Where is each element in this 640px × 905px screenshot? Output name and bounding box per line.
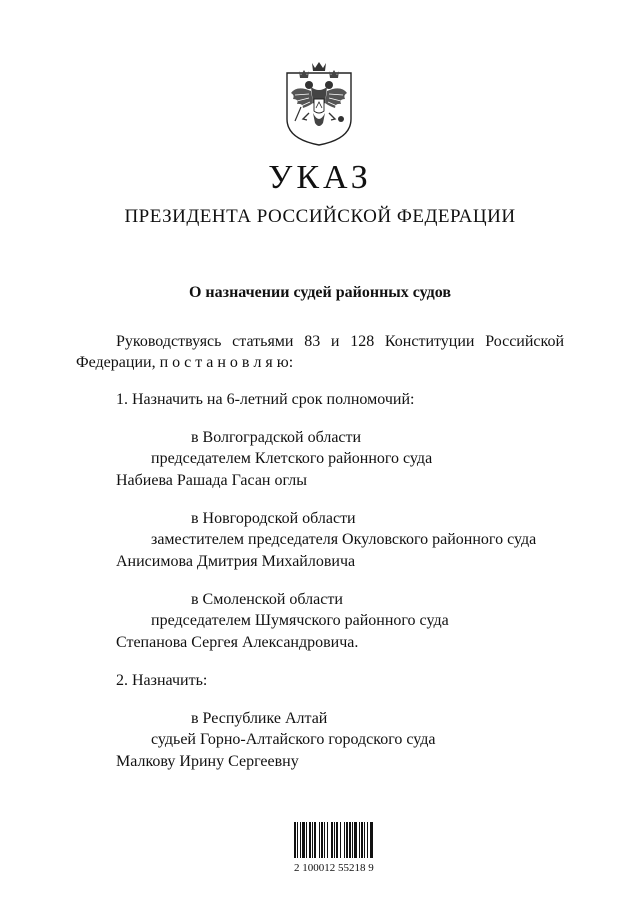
preamble-word: Руководствуясь [116, 333, 222, 350]
preamble-word: 128 [350, 333, 375, 350]
barcode-bars [292, 818, 390, 860]
barcode-number: 2 100012 55218 9 [294, 862, 374, 874]
preamble-word: Конституции [384, 333, 475, 350]
preamble-word: Российской [485, 333, 565, 350]
appointment-position: заместителем председателя Окуловского районного суда [151, 531, 537, 548]
section-2-heading: 2. Назначить: [116, 672, 208, 689]
appointment-position: председателем Шумячского районного суда [151, 612, 449, 629]
preamble-word: 83 [304, 333, 321, 350]
appointment-position: председателем Клетского районного суда [151, 450, 433, 467]
preamble-word: и [330, 333, 340, 350]
appointee-name: Анисимова Дмитрия Михайловича [116, 553, 356, 570]
decree-subtitle: ПРЕЗИДЕНТА РОССИЙСКОЙ ФЕДЕРАЦИИ [124, 206, 516, 227]
document-barcode [292, 818, 390, 866]
preamble-line-1 [116, 331, 564, 353]
russian-coat-of-arms-icon [281, 59, 357, 147]
decree-subject: О назначении судей районных судов [188, 284, 451, 301]
appointment-position: судьей Горно-Алтайского городского суда [151, 731, 436, 748]
appointment-region: в Республике Алтай [191, 710, 328, 727]
appointment-region: в Волгоградской области [191, 429, 362, 446]
appointee-name: Набиева Рашада Гасан оглы [116, 472, 307, 489]
section-1-heading: 1. Назначить на 6-летний срок полномочий: [116, 391, 415, 408]
appointment-region: в Новгородской области [191, 510, 356, 527]
appointment-region: в Смоленской области [191, 591, 343, 608]
preamble-line-2: Федерации, п о с т а н о в л я ю: [76, 354, 294, 371]
decree-title: УКАЗ [268, 159, 372, 196]
preamble-word: статьями [232, 333, 294, 350]
appointee-name: Малкову Ирину Сергеевну [116, 753, 299, 770]
appointee-name: Степанова Сергея Александровича. [116, 634, 359, 651]
